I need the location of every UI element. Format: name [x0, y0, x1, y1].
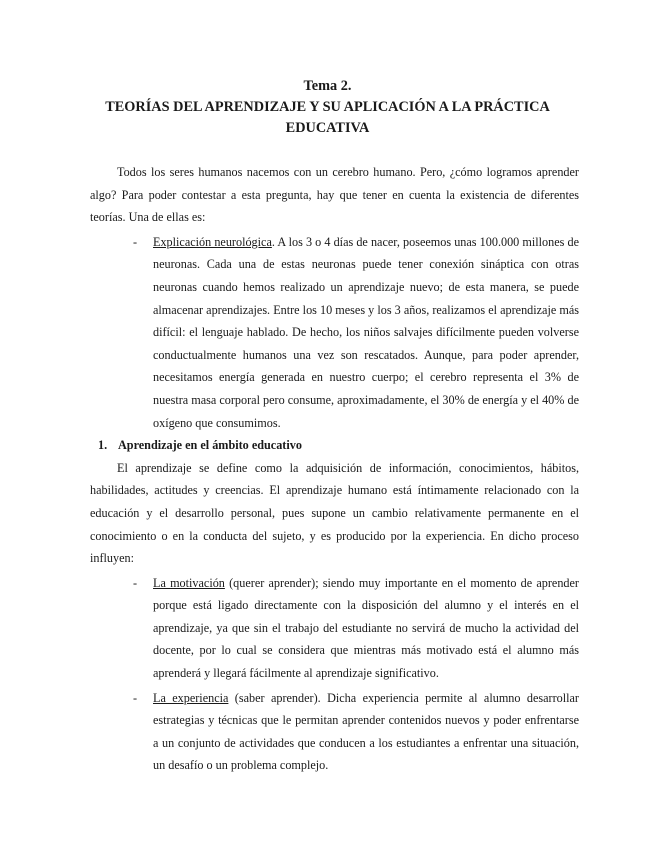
section-heading: [98, 434, 579, 457]
section-paragraph: El aprendizaje se define como la adquisición de información, conocimientos, hábitos, habilidades, actitudes y creencias. El aprendizaje humano está íntimamente relacionado con la educación y el desarrollo personal, pues supone un cambio relativamente permanente en el conocimiento o en la conducta del sujeto, y es producido por la experiencia. En dicho proceso influyen:: [90, 460, 579, 566]
bullet-term: La motivación: [153, 575, 225, 590]
document-body: [90, 161, 579, 777]
section-title: Aprendizaje en el ámbito educativo: [118, 438, 302, 453]
bullet-dash: -: [133, 575, 138, 590]
bullet-term: La experiencia: [153, 690, 229, 705]
intro-paragraph: Todos los seres humanos nacemos con un cerebro humano. Pero, ¿cómo logramos aprender algo? Para poder contestar a esta pregunta, hay que tener en cuenta la existencia de diferentes teorías. Una de ellas es:: [90, 165, 579, 225]
bullet-motivacion: [133, 572, 579, 685]
bullet-experiencia: [133, 687, 579, 777]
bullet-dash: -: [133, 690, 138, 705]
bullet-dash: -: [133, 234, 138, 249]
title-topic-number: Tema 2.: [303, 78, 352, 94]
bullet-explicacion-neurologica: [133, 231, 580, 434]
section-number: 1.: [98, 438, 108, 453]
title-topic-name: TEORÍAS DEL APRENDIZAJE Y SU APLICACIÓN A LA PRÁCTICA EDUCATIVA: [105, 99, 550, 136]
bullet-text: . A los 3 o 4 días de nacer, poseemos unas 100.000 millones de neuronas. Cada una de estas neuronas puede tener conexión sináptica con otras neuronas cuando hemos realizado un aprendizaje nuevo; de esta manera, se puede almacenar aprendizajes. Entre los 10 meses y los 3 años, realizamos el aprendizaje más difícil: el lenguaje hablado. De hecho, los niños salvajes difícilmente pueden volverse conductualmente humanos una vez son rescatados. Aunque, para poder aprender, necesitamos energía generada en nuestro cuerpo; el cerebro representa el 3% de nuestra masa corporal pero consume, aproximadamente, el 30% de energía y el 40% de oxígeno que consumimos.: [153, 234, 580, 430]
document-title: [76, 76, 579, 139]
bullet-text: (saber aprender). Dicha experiencia permite al alumno desarrollar estrategias y técnicas que le permitan aprender contenidos nuevos y poder enfrentarse a un conjunto de actividades que conducen a los estudiantes a enfrentar una situación, un desafío o un problema complejo.: [153, 690, 579, 773]
bullet-text: (querer aprender); siendo muy importante en el momento de aprender porque está ligado directamente con la disposición del alumno y el interés en el aprendizaje, ya que sin el trabajo del estudiante no servirá de mucho la actividad del docente, por lo cual se considera que mientras más motivado está el alumno más aprenderá y llegará fácilmente al aprendizaje significativo.: [153, 575, 579, 681]
bullet-term: Explicación neurológica: [153, 234, 272, 249]
